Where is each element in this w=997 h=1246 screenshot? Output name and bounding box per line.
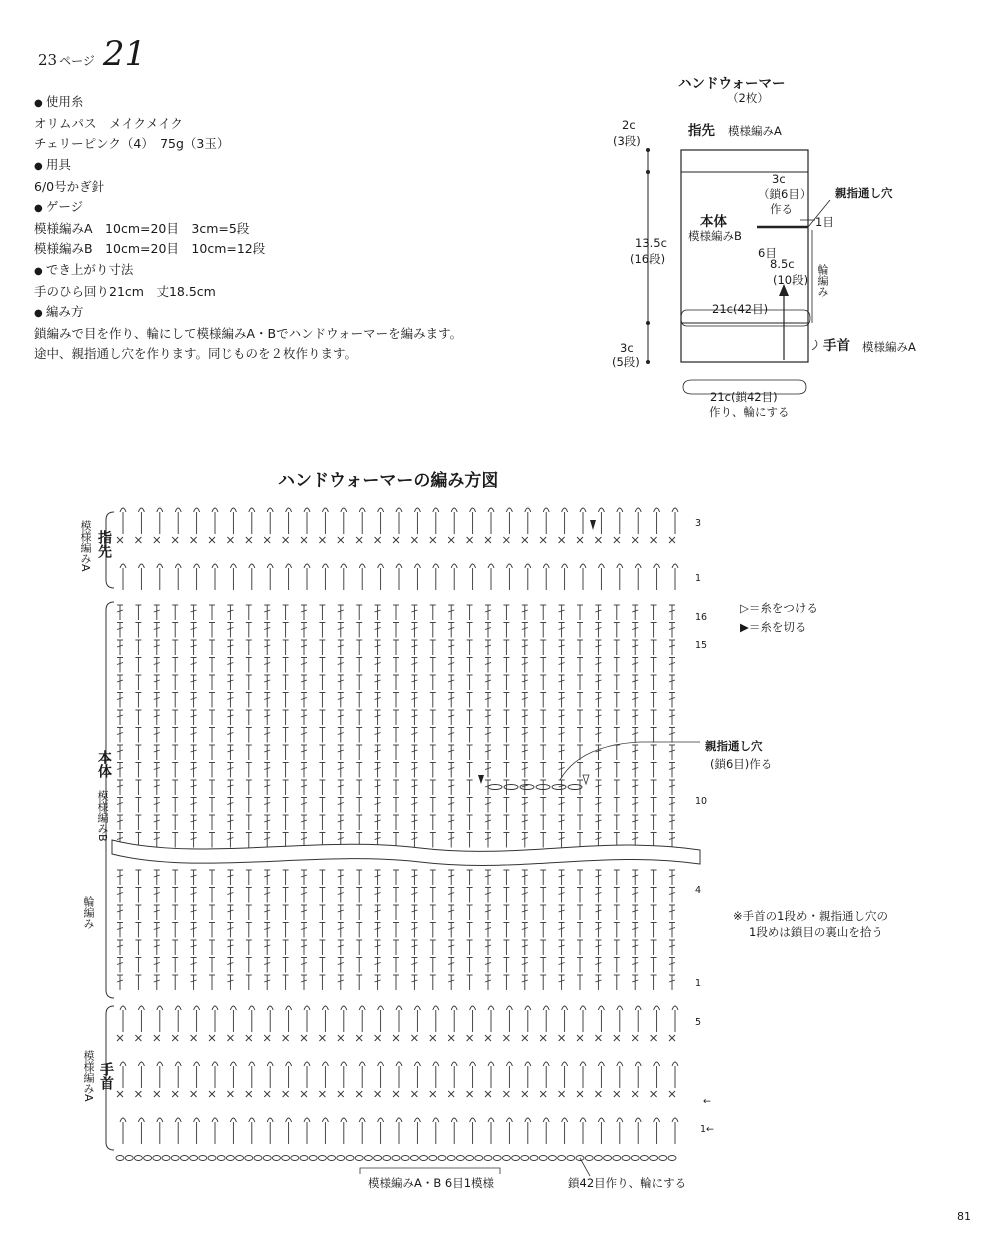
yarn-line: オリムパス メイクメイク bbox=[34, 116, 183, 132]
method-line-1: 鎖編みで目を作り、輪にして模様編みA・Bでハンドウォーマーを編みます。 bbox=[34, 326, 463, 342]
one-stitch: 1目 bbox=[815, 215, 834, 229]
chart-body-pattern: 模様編みB bbox=[96, 790, 109, 842]
chart-top-label: 指先 bbox=[96, 530, 112, 558]
schematic-bottom-label: 手首 bbox=[823, 338, 850, 354]
chart-title: ハンドウォーマーの編み方図 bbox=[278, 471, 499, 491]
schematic-thumb-hole: 親指通し穴 bbox=[835, 186, 893, 200]
legend-cut: ▶＝糸を切る bbox=[740, 620, 807, 634]
reference-page-suffix: ページ bbox=[59, 54, 95, 68]
note-line-1: ※手首の1段め・親指通し穴の bbox=[733, 909, 888, 923]
six-stitches: 6目 bbox=[758, 246, 777, 260]
gauge-line-b: 模様編みB 10cm=20目 10cm=12段 bbox=[34, 241, 266, 257]
row-number: 3 bbox=[695, 518, 702, 529]
yarn-color-line: チェリーピンク（4） 75g（3玉） bbox=[34, 136, 230, 152]
chart-thumb-hole-sub: (鎖6目)作る bbox=[710, 757, 773, 771]
dim-mid-rows: (16段) bbox=[630, 252, 666, 266]
dim-top-rows: (3段) bbox=[613, 134, 641, 148]
chart-thumb-hole: 親指通し穴 bbox=[705, 739, 763, 753]
method-line-2: 途中、親指通し穴を作ります。同じものを２枚作ります。 bbox=[34, 346, 358, 362]
reference-page: 23 bbox=[38, 51, 58, 69]
row-number: 16 bbox=[695, 612, 708, 623]
row-number: 1 bbox=[695, 573, 702, 584]
thumb-chain-count: （鎖6目） bbox=[758, 187, 812, 201]
gauge-heading: ● ゲージ bbox=[34, 197, 504, 219]
schematic-title: ハンドウォーマー bbox=[678, 76, 786, 92]
schematic-foundation-2: 作り、輪にする bbox=[709, 405, 790, 419]
size-line: 手のひら回り21cm 丈18.5cm bbox=[34, 283, 216, 299]
chart-bottom-label: 手首 bbox=[98, 1062, 114, 1090]
row-number: 15 bbox=[695, 640, 708, 651]
schematic-body-label: 本体 bbox=[700, 214, 727, 230]
size-heading: ● でき上がり寸法 bbox=[34, 260, 504, 282]
chart-round-knit: 輪編み bbox=[82, 896, 95, 929]
schematic-bottom-pattern: 模様編みA bbox=[862, 340, 916, 354]
row-number: 10 bbox=[695, 796, 708, 807]
schematic-body-pattern: 模様編みB bbox=[688, 229, 742, 243]
page-number: 81 bbox=[957, 1210, 971, 1223]
dim-top-cm: 2c bbox=[622, 118, 636, 132]
cut-yarn-icon: ▶ bbox=[740, 620, 749, 634]
legend-join: ▷＝糸をつける bbox=[740, 601, 818, 615]
dim-bottom-cm: 3c bbox=[620, 341, 634, 355]
schematic-diagram bbox=[0, 0, 997, 460]
row-number: 5 bbox=[695, 1017, 702, 1028]
schematic-top-pattern: 模様編みA bbox=[728, 124, 782, 138]
dim-mid-cm: 13.5c bbox=[635, 236, 667, 250]
gauge-line-a: 模様編みA 10cm=20目 3cm=5段 bbox=[34, 221, 250, 237]
dim-bottom-rows: (5段) bbox=[612, 355, 640, 369]
thumb-height-cm: 8.5c bbox=[770, 257, 795, 271]
tools-heading: ● 用具 bbox=[34, 155, 504, 177]
thumb-make: 作る bbox=[770, 202, 793, 216]
method-heading: ● 編み方 bbox=[34, 302, 504, 324]
schematic-width: 21c(42目) bbox=[712, 302, 769, 316]
row-number: 4 bbox=[695, 885, 702, 896]
thumb-width-cm: 3c bbox=[772, 172, 786, 186]
thumb-height-rows: (10段) bbox=[773, 273, 809, 287]
row-number: 1 bbox=[695, 978, 702, 989]
schematic-top-label: 指先 bbox=[688, 123, 715, 139]
schematic-round-knit: 輪編み bbox=[816, 264, 829, 297]
row-arrow-start: 1← bbox=[700, 1124, 715, 1135]
chart-body-label: 本体 bbox=[96, 750, 112, 778]
tools-line: 6/0号かぎ針 bbox=[34, 178, 105, 194]
repeat-label: 模様編みA・B 6目1模様 bbox=[368, 1176, 495, 1190]
chart-bottom-pattern: 模様編みA bbox=[82, 1050, 95, 1102]
pattern-number: 21 bbox=[102, 34, 147, 74]
row-arrow: ← bbox=[703, 1096, 711, 1107]
schematic-subtitle: （2枚） bbox=[727, 91, 769, 105]
yarn-heading: ● 使用糸 bbox=[34, 92, 504, 114]
note-line-2: 1段めは鎖目の裏山を拾う bbox=[749, 925, 883, 939]
join-yarn-icon: ▷ bbox=[740, 601, 749, 615]
foundation-label: 鎖42目作り、輪にする bbox=[568, 1176, 687, 1190]
schematic-foundation: 21c(鎖42目) bbox=[710, 390, 778, 404]
chart-top-pattern: 模様編みA bbox=[79, 520, 92, 572]
